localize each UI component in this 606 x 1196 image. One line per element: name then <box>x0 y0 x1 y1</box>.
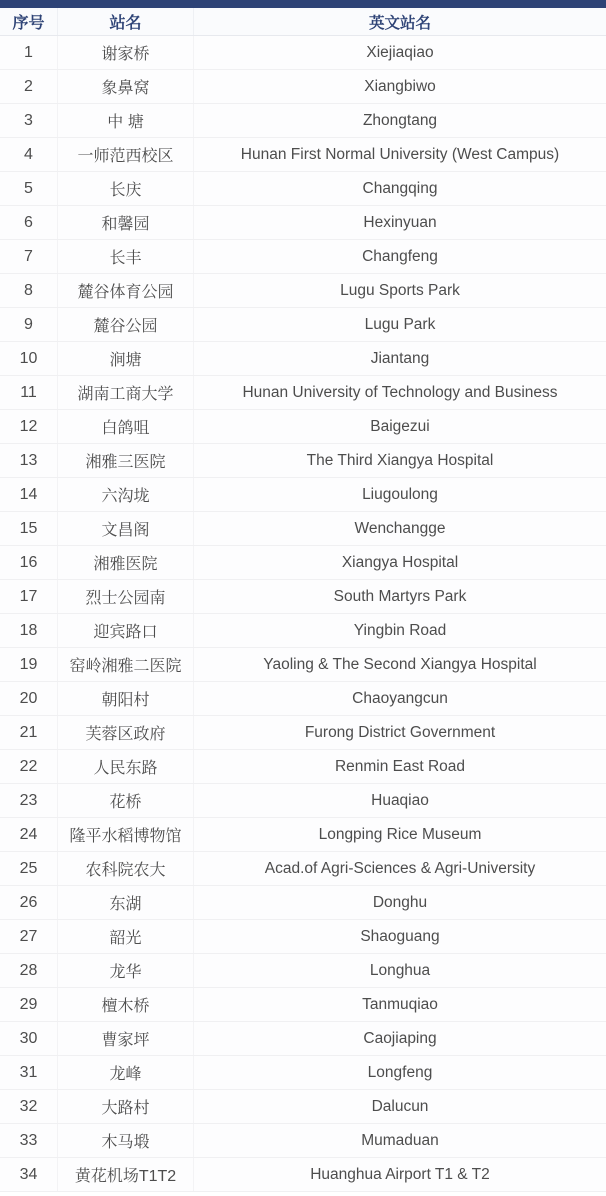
station-name-en: Furong District Government <box>193 716 606 749</box>
station-name-cn: 中 塘 <box>57 104 193 137</box>
station-index: 6 <box>24 213 33 231</box>
station-name-en: Xiejiaqiao <box>193 36 606 69</box>
station-index: 28 <box>19 961 38 979</box>
station-name-en: Hexinyuan <box>193 206 606 239</box>
station-name-cn: 谢家桥 <box>57 36 193 69</box>
station-index: 1 <box>24 43 33 61</box>
station-name-en: Liugoulong <box>193 478 606 511</box>
station-index: 29 <box>19 995 38 1013</box>
station-name-cn: 一师范西校区 <box>57 138 193 171</box>
station-name-en: Longping Rice Museum <box>193 818 606 851</box>
station-index: 17 <box>19 587 38 605</box>
station-name-en: Baigezui <box>193 410 606 443</box>
station-name-cn: 湖南工商大学 <box>57 376 193 409</box>
station-index: 7 <box>24 247 33 265</box>
station-index: 26 <box>19 893 38 911</box>
table-row <box>0 648 606 682</box>
station-name-cn: 和馨园 <box>57 206 193 239</box>
station-name-cn: 东湖 <box>57 886 193 919</box>
station-name-en: Hunan University of Technology and Business <box>193 376 606 409</box>
station-name-cn: 朝阳村 <box>57 682 193 715</box>
station-index: 8 <box>24 281 33 299</box>
table-row <box>0 1158 606 1192</box>
table-row <box>0 682 606 716</box>
table-row <box>0 886 606 920</box>
station-index: 20 <box>19 689 38 707</box>
table-header-row <box>0 8 606 36</box>
station-index: 14 <box>19 485 38 503</box>
station-name-en: Mumaduan <box>193 1124 606 1157</box>
table-row <box>0 104 606 138</box>
table-row <box>0 478 606 512</box>
station-name-en: Shaoguang <box>193 920 606 953</box>
station-name-en: Jiantang <box>193 342 606 375</box>
station-name-cn: 象鼻窝 <box>57 70 193 103</box>
table-row <box>0 240 606 274</box>
table-row <box>0 852 606 886</box>
station-index: 25 <box>19 859 38 877</box>
station-index: 16 <box>19 553 38 571</box>
station-name-cn: 迎宾路口 <box>57 614 193 647</box>
station-name-en: Lugu Sports Park <box>193 274 606 307</box>
station-index: 13 <box>19 451 38 469</box>
station-table <box>0 8 606 1192</box>
station-name-cn: 花桥 <box>57 784 193 817</box>
station-index: 5 <box>24 179 33 197</box>
station-name-en: Longhua <box>193 954 606 987</box>
header-station-name: 站名 <box>57 8 193 35</box>
station-name-en: Hunan First Normal University (West Campus) <box>193 138 606 171</box>
station-name-cn: 长庆 <box>57 172 193 205</box>
table-row <box>0 206 606 240</box>
station-index: 21 <box>19 723 38 741</box>
table-row <box>0 410 606 444</box>
table-row <box>0 988 606 1022</box>
table-row <box>0 444 606 478</box>
table-row <box>0 580 606 614</box>
station-name-en: Renmin East Road <box>193 750 606 783</box>
station-index: 27 <box>19 927 38 945</box>
station-name-cn: 木马塅 <box>57 1124 193 1157</box>
station-name-cn: 湘雅三医院 <box>57 444 193 477</box>
table-row <box>0 750 606 784</box>
station-name-en: Longfeng <box>193 1056 606 1089</box>
station-name-en: Xiangbiwo <box>193 70 606 103</box>
station-name-cn: 曹家坪 <box>57 1022 193 1055</box>
station-name-cn: 六沟垅 <box>57 478 193 511</box>
station-index: 32 <box>19 1097 38 1115</box>
table-row <box>0 342 606 376</box>
station-name-cn: 麓谷体育公园 <box>57 274 193 307</box>
station-name-en: Caojiaping <box>193 1022 606 1055</box>
header-index: 序号 <box>12 15 45 32</box>
station-name-cn: 龙峰 <box>57 1056 193 1089</box>
table-row <box>0 614 606 648</box>
table-row <box>0 1056 606 1090</box>
station-index: 10 <box>19 349 38 367</box>
station-name-cn: 湘雅医院 <box>57 546 193 579</box>
header-english-name: 英文站名 <box>193 8 606 35</box>
station-index: 11 <box>20 383 37 401</box>
table-row <box>0 512 606 546</box>
station-name-cn: 农科院农大 <box>57 852 193 885</box>
station-name-en: Huaqiao <box>193 784 606 817</box>
station-name-cn: 麓谷公园 <box>57 308 193 341</box>
station-index: 3 <box>24 111 33 129</box>
station-name-en: The Third Xiangya Hospital <box>193 444 606 477</box>
station-index: 30 <box>19 1029 38 1047</box>
station-index: 15 <box>19 519 38 537</box>
table-row <box>0 716 606 750</box>
station-name-en: Acad.of Agri-Sciences & Agri-University <box>193 852 606 885</box>
table-row <box>0 36 606 70</box>
table-row <box>0 818 606 852</box>
table-row <box>0 70 606 104</box>
station-name-en: Huanghua Airport T1 & T2 <box>193 1158 606 1191</box>
station-name-en: Lugu Park <box>193 308 606 341</box>
top-accent-bar <box>0 0 606 8</box>
station-index: 24 <box>19 825 38 843</box>
station-name-cn: 芙蓉区政府 <box>57 716 193 749</box>
station-name-cn: 隆平水稻博物馆 <box>57 818 193 851</box>
station-index: 18 <box>19 621 38 639</box>
station-name-en: Changqing <box>193 172 606 205</box>
station-name-en: Changfeng <box>193 240 606 273</box>
station-name-en: Tanmuqiao <box>193 988 606 1021</box>
station-index: 4 <box>24 145 33 163</box>
station-name-en: Donghu <box>193 886 606 919</box>
station-name-cn: 长丰 <box>57 240 193 273</box>
table-row <box>0 546 606 580</box>
station-name-cn: 白鸽咀 <box>57 410 193 443</box>
table-row <box>0 138 606 172</box>
station-name-cn: 大路村 <box>57 1090 193 1123</box>
table-row <box>0 1090 606 1124</box>
table-row <box>0 274 606 308</box>
station-index: 22 <box>19 757 38 775</box>
station-name-cn: 龙华 <box>57 954 193 987</box>
station-index: 9 <box>24 315 33 333</box>
station-name-en: Dalucun <box>193 1090 606 1123</box>
station-name-cn: 韶光 <box>57 920 193 953</box>
station-name-en: Zhongtang <box>193 104 606 137</box>
table-row <box>0 784 606 818</box>
station-name-en: Yingbin Road <box>193 614 606 647</box>
station-index: 33 <box>19 1131 38 1149</box>
station-name-en: Yaoling & The Second Xiangya Hospital <box>193 648 606 681</box>
station-name-en: Xiangya Hospital <box>193 546 606 579</box>
station-index: 34 <box>19 1165 38 1183</box>
station-index: 31 <box>19 1063 38 1081</box>
table-row <box>0 308 606 342</box>
station-table-body <box>0 36 606 1192</box>
station-index: 19 <box>19 655 38 673</box>
station-name-cn: 檀木桥 <box>57 988 193 1021</box>
table-row <box>0 920 606 954</box>
station-name-cn: 烈士公园南 <box>57 580 193 613</box>
station-name-cn: 文昌阁 <box>57 512 193 545</box>
station-index: 2 <box>24 77 33 95</box>
station-name-en: South Martyrs Park <box>193 580 606 613</box>
station-name-cn: 涧塘 <box>57 342 193 375</box>
table-row <box>0 172 606 206</box>
station-name-cn: 黄花机场T1T2 <box>57 1158 193 1191</box>
station-index: 23 <box>19 791 38 809</box>
table-row <box>0 954 606 988</box>
table-row <box>0 1124 606 1158</box>
table-row <box>0 376 606 410</box>
station-name-en: Wenchangge <box>193 512 606 545</box>
station-index: 12 <box>19 417 38 435</box>
station-name-cn: 窑岭湘雅二医院 <box>57 648 193 681</box>
station-name-en: Chaoyangcun <box>193 682 606 715</box>
station-name-cn: 人民东路 <box>57 750 193 783</box>
table-row <box>0 1022 606 1056</box>
